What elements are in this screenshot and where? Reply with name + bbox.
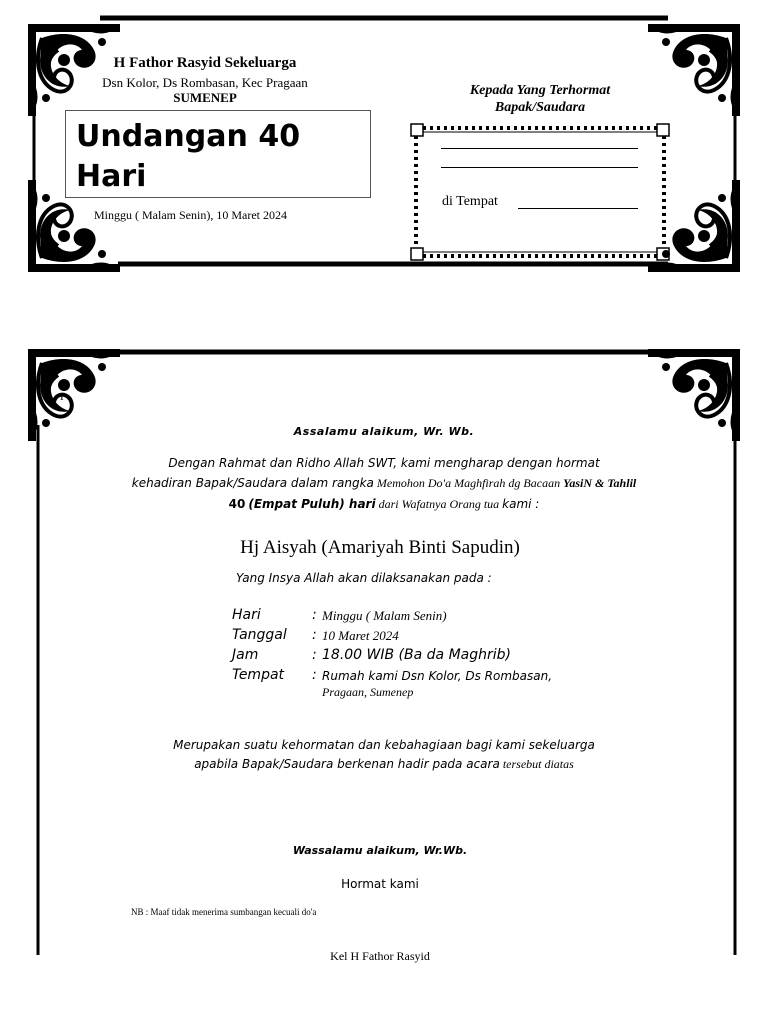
invitation-title: Undangan 40 Hari	[76, 119, 301, 194]
envelope-card	[0, 0, 768, 280]
address-line-2	[441, 167, 638, 168]
di-tempat-label: di Tempat	[442, 194, 498, 209]
recipient-heading: Kepada Yang Terhormat	[469, 83, 611, 98]
recipient-subheading: Bapak/Saudara	[494, 100, 586, 115]
body-line-1: Dengan Rahmat dan Ridho Allah SWT, kami mengharap dengan hormat	[168, 456, 600, 470]
sender-name: H Fathor Rasyid Sekeluarga	[113, 55, 297, 71]
detail-label-jam: Jam	[232, 647, 259, 663]
detail-value-tempat: Rumah kami Dsn Kolor, Ds Rombasan,	[322, 669, 553, 683]
address-line-3	[518, 208, 638, 209]
page-marker: I	[60, 391, 64, 403]
address-line-1	[441, 148, 638, 149]
body-line-3: 40 (Empat Puluh) hari dari Wafatnya Orang tua kami :	[228, 497, 540, 511]
sender-city: SUMENEP	[173, 90, 237, 105]
farewell: Wassalamu alaikum, Wr.Wb.	[292, 844, 468, 857]
address-frame-border	[411, 124, 669, 260]
detail-label-hari: Hari	[232, 607, 261, 623]
corner-ornament-top-right	[644, 20, 744, 120]
detail-value-hari: Minggu ( Malam Senin)	[322, 608, 447, 623]
sender-address: Dsn Kolor, Ds Rombasan, Kec Pragaan	[102, 75, 308, 90]
greeting: Assalamu alaikum, Wr. Wb.	[293, 425, 475, 438]
detail-label-tanggal: Tanggal	[232, 627, 287, 643]
invitation-card	[0, 335, 768, 963]
title-box	[65, 110, 371, 198]
envelope-date: Minggu ( Malam Senin), 10 Maret 2024	[94, 208, 287, 222]
nb-note: NB : Maaf tidak menerima sumbangan kecuali do'a	[131, 907, 317, 917]
body-line-2: kehadiran Bapak/Saudara dalam rangka Memohon Do'a Maghfirah dg Bacaan YasiN & Tahlil	[131, 476, 637, 490]
event-details: Hari : Minggu ( Malam Senin) Tanggal : 10 Maret 2024 Jam : 18.00 WIB (Ba da Maghrib) Tempat : Rumah kami Dsn Kolor, Ds Rombasan, Pragaan, Sumenep	[232, 607, 553, 699]
deceased-name: Hj Aisyah (Amariyah Binti Sapudin)	[240, 537, 520, 558]
signature-cut: Kel H Fathor Rasyid	[330, 949, 430, 963]
closing-line-2: apabila Bapak/Saudara berkenan hadir pada acara tersebut diatas	[194, 757, 574, 771]
detail-value-tempat-line2: Pragaan, Sumenep	[322, 685, 414, 699]
detail-value-tanggal: 10 Maret 2024	[322, 628, 399, 643]
regards: Hormat kami	[341, 877, 419, 891]
address-label-frame	[411, 124, 669, 260]
detail-value-jam: 18.00 WIB (Ba da Maghrib)	[322, 647, 511, 663]
detail-label-tempat: Tempat	[232, 667, 285, 683]
event-intro: Yang Insya Allah akan dilaksanakan pada :	[236, 571, 492, 585]
closing-line-1: Merupakan suatu kehormatan dan kebahagiaan bagi kami sekeluarga	[173, 738, 595, 752]
